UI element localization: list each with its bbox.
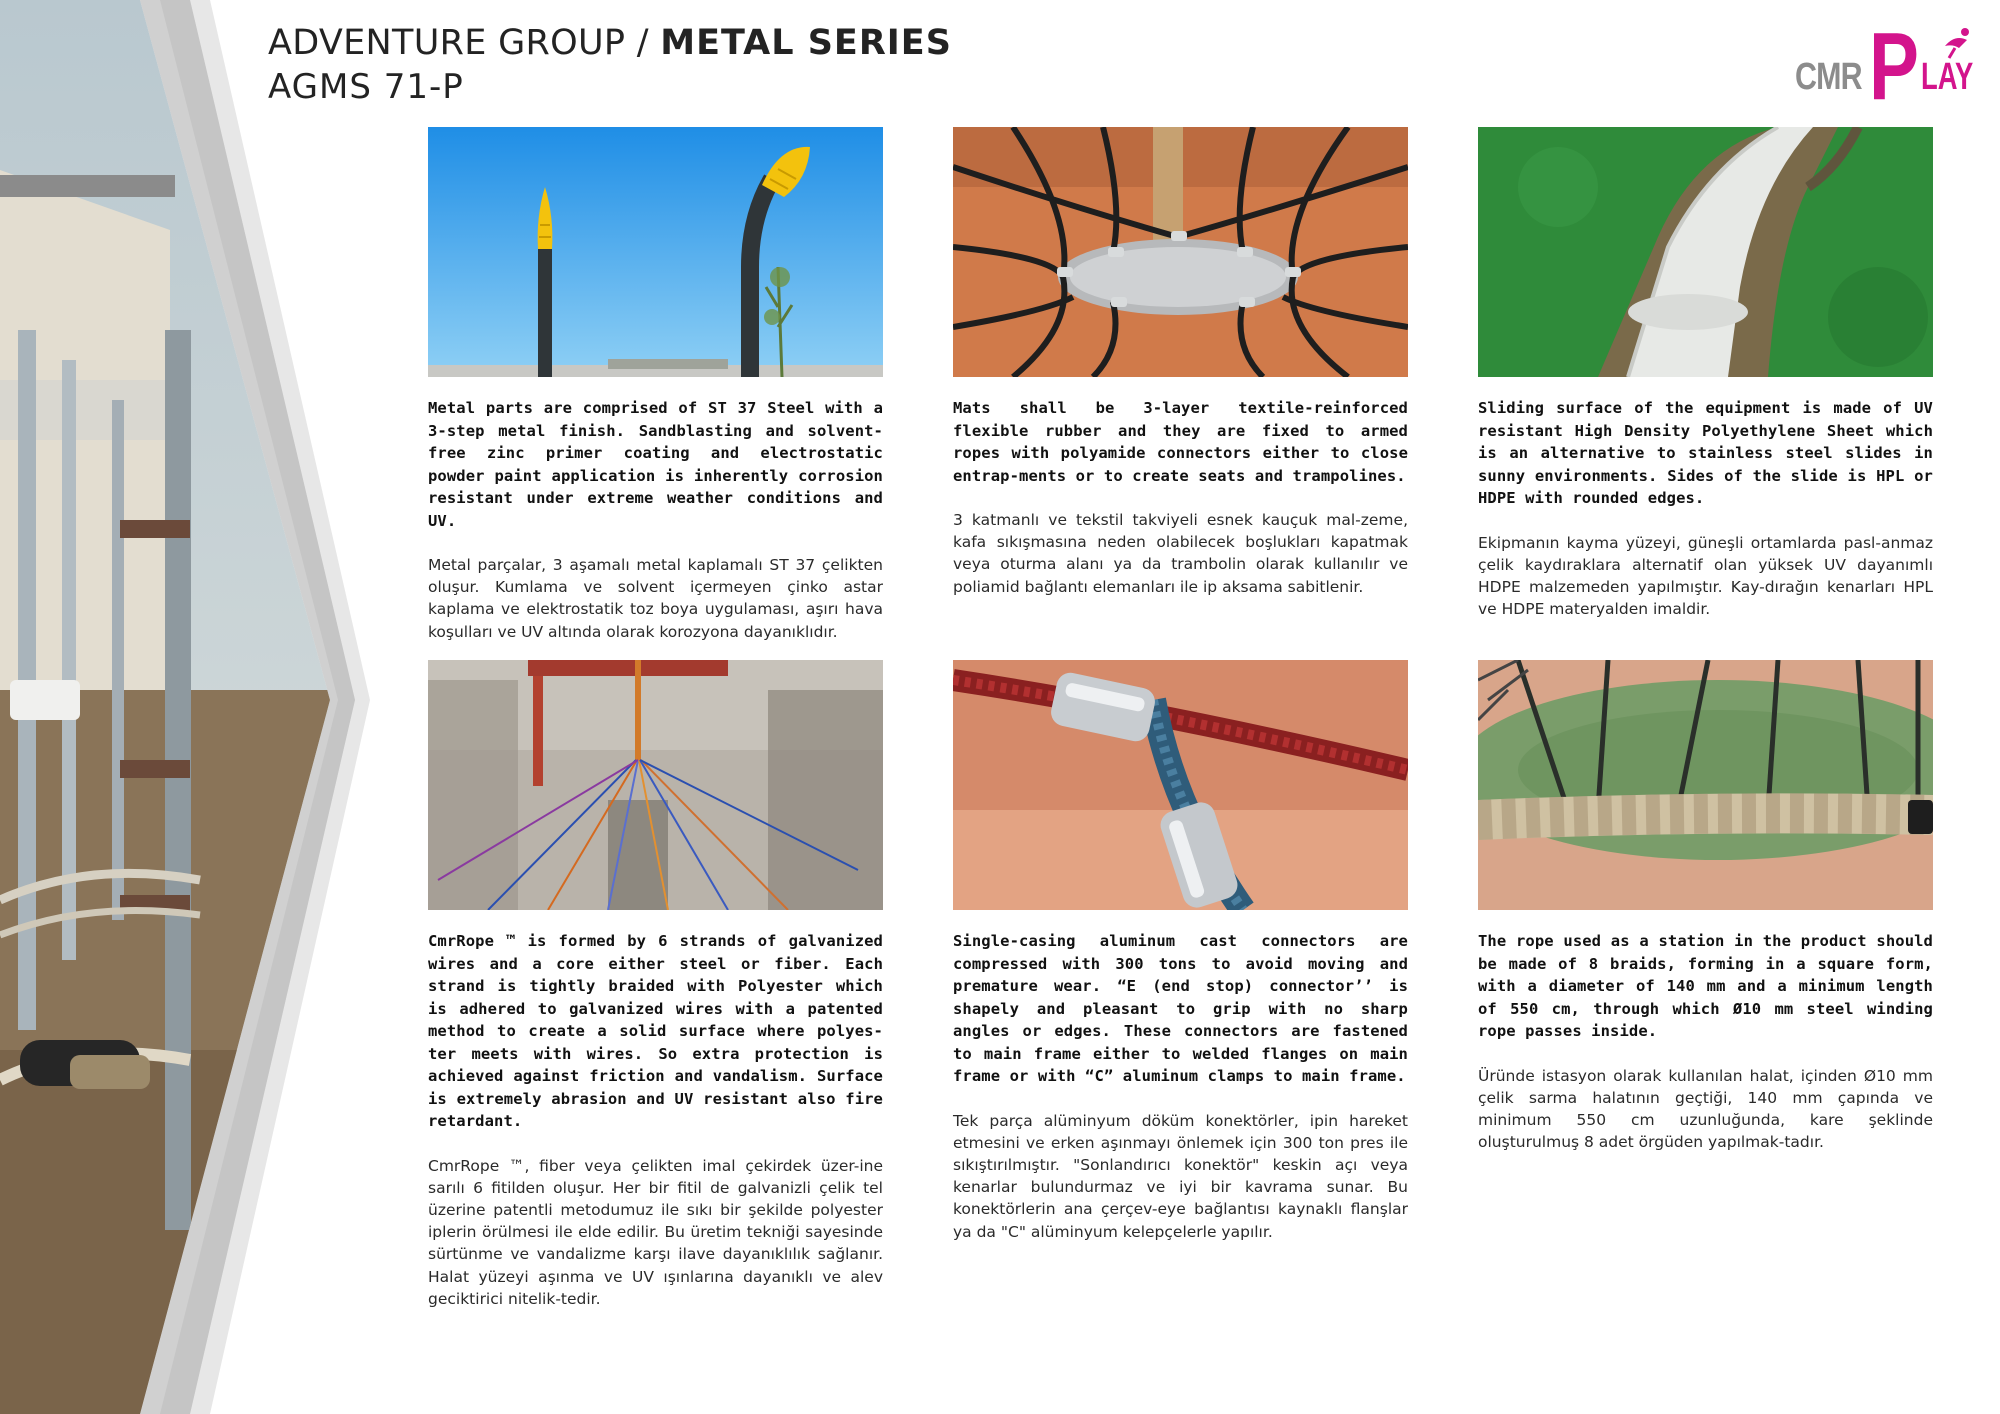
mats-turkish-text: 3 katmanlı ve tekstil takviyeli esnek kauçuk mal-zeme, kafa sıkışmasına neden olabilecek boşlukları kapatmak veya oturma alanı ya da trambolin olarak kullanılır ve poliamid bağlantı elemanları ile ip aksama sabitlenir. [953,511,1408,596]
logo-lay-text: LAY [1921,56,1974,98]
card-mats [953,127,1408,598]
rope-turkish-text: CmrRope ™, fiber veya çelikten imal çekirdek üzer-ine sarılı 6 fitilden oluşur. Her bir fitil de galvanizli çelik tel üzerine patentli metodumuz ile sıkı bir şekilde polyester iplerin örülmesi ile elde edilir. Bu üretim tekniği sayesinde sürtünme ve vandalizme karşı ilave dayanıklılık sağlanır. Halat yüzeyi aşınma ve UV ışınlarına dayanıklı ve alev geciktirici nitelik-tedir. [428,1156,883,1308]
card-metal [428,127,883,643]
photo-rope-strands [428,660,883,910]
logo-p-text: P [1869,13,1919,120]
photo-slide [1478,127,1933,377]
photo-aluminum-connectors [953,660,1408,910]
metal-turkish-text: Metal parçalar, 3 aşamalı metal kaplamalı ST 37 çelikten oluşur. Kumlama ve solvent içermeyen çinko astar kaplama ve elektrostatik toz boya uygulaması, aşırı hava koşulları ve UV altında olarak korozyona dayanıklıdır. [428,556,883,641]
rope-english-text: CmrRope ™ is formed by 6 strands of galvanized wires and a core either steel or fiber. Each strand is tightly braided with Polyester which is adhered to galvanized wires with a patented method to create a solid surface where polyes-ter meets with wires. So extra protection is achieved against friction and vandalism. Surface is extremely abrasion and UV resistant also fire retardant. [428,932,883,1130]
cmrplay-logo [1795,13,1975,120]
card-station-rope [1478,660,1933,1153]
card-rope [428,660,883,1310]
card-slide [1478,127,1933,620]
metal-english-text: Metal parts are comprised of ST 37 Steel with a 3-step metal finish. Sandblasting and solvent-free zinc primer coating and electrostatic powder paint application is inherently corrosion resistant under extreme weather conditions and UV. [428,399,883,530]
mats-english-text: Mats shall be 3-layer textile-reinforced flexible rubber and they are fixed to armed ropes with polyamide connectors either to close entrap-ments or to create seats and trampolines. [953,399,1408,485]
card-connectors [953,660,1408,1243]
side-photo-strip [0,0,370,1414]
logo-figure-icon [1941,26,1975,60]
connectors-english-text: Single-casing aluminum cast connectors are compressed with 300 tons to avoid moving and premature wear. “E (end stop) connector’’ is shapely and pleasant to grip with no sharp angles or edges. These connectors are fastened to main frame either to welded flanges on main frame or with “C” aluminum clamps to main frame. [953,932,1408,1085]
playground-side-photo [0,0,370,1414]
connectors-turkish-text: Tek parça alüminyum döküm konektörler, ipin hareket etmesini ve erken aşınmayı önlemek için 300 ton pres ile sıkıştırılmıştır. "Sonlandırıcı konektör" keskin açı veya kenarlar bulundurmaz ve iyi bir kavrama sunar. Bu konektörlerin ana çerçev-eye bağlantısı kaynaklı flanşlar ya da "C" alüminyum kelepçelerle yapılır. [953,1111,1408,1241]
product-code: AGMS 71-P [268,67,464,107]
station-rope-turkish-text: Üründe istasyon olarak kullanılan halat, içinden Ø10 mm çelik sarma halatının geçtiği, 140 mm çapında ve minimum 550 cm uzunluğunda, kare şeklinde oluşturulmuş 8 adet örgüden yapılmak-tadır. [1478,1066,1933,1152]
photo-rope-mat [953,127,1408,377]
station-rope-english-text: The rope used as a station in the product should be made of 8 braids, forming in a square form, with a diameter of 140 mm and a minimum length of 550 cm, through which Ø10 mm steel winding rope passes inside. [1478,932,1933,1040]
page-title [268,22,952,64]
photo-station-rope [1478,660,1933,910]
slide-english-text: Sliding surface of the equipment is made of UV resistant High Density Polyethylene Sheet which is an alternative to stainless steel slides in sunny environments. Sides of the slide is HPL or HDPE with rounded edges. [1478,399,1933,507]
photo-metal-poles [428,127,883,377]
slide-turkish-text: Ekipmanın kayma yüzeyi, güneşli ortamlarda pasl-anmaz çelik kaydıraklara alternatif olan yüksek UV dayanımlı HDPE malzemeden yapılmıştır. Kay-dırağın kenarları HPL ve HDPE materyalden imaldir. [1478,533,1933,619]
series-label: METAL SERIES [660,23,952,63]
group-label: ADVENTURE GROUP / [268,23,661,63]
logo-cmr-text: CMR [1795,56,1862,98]
